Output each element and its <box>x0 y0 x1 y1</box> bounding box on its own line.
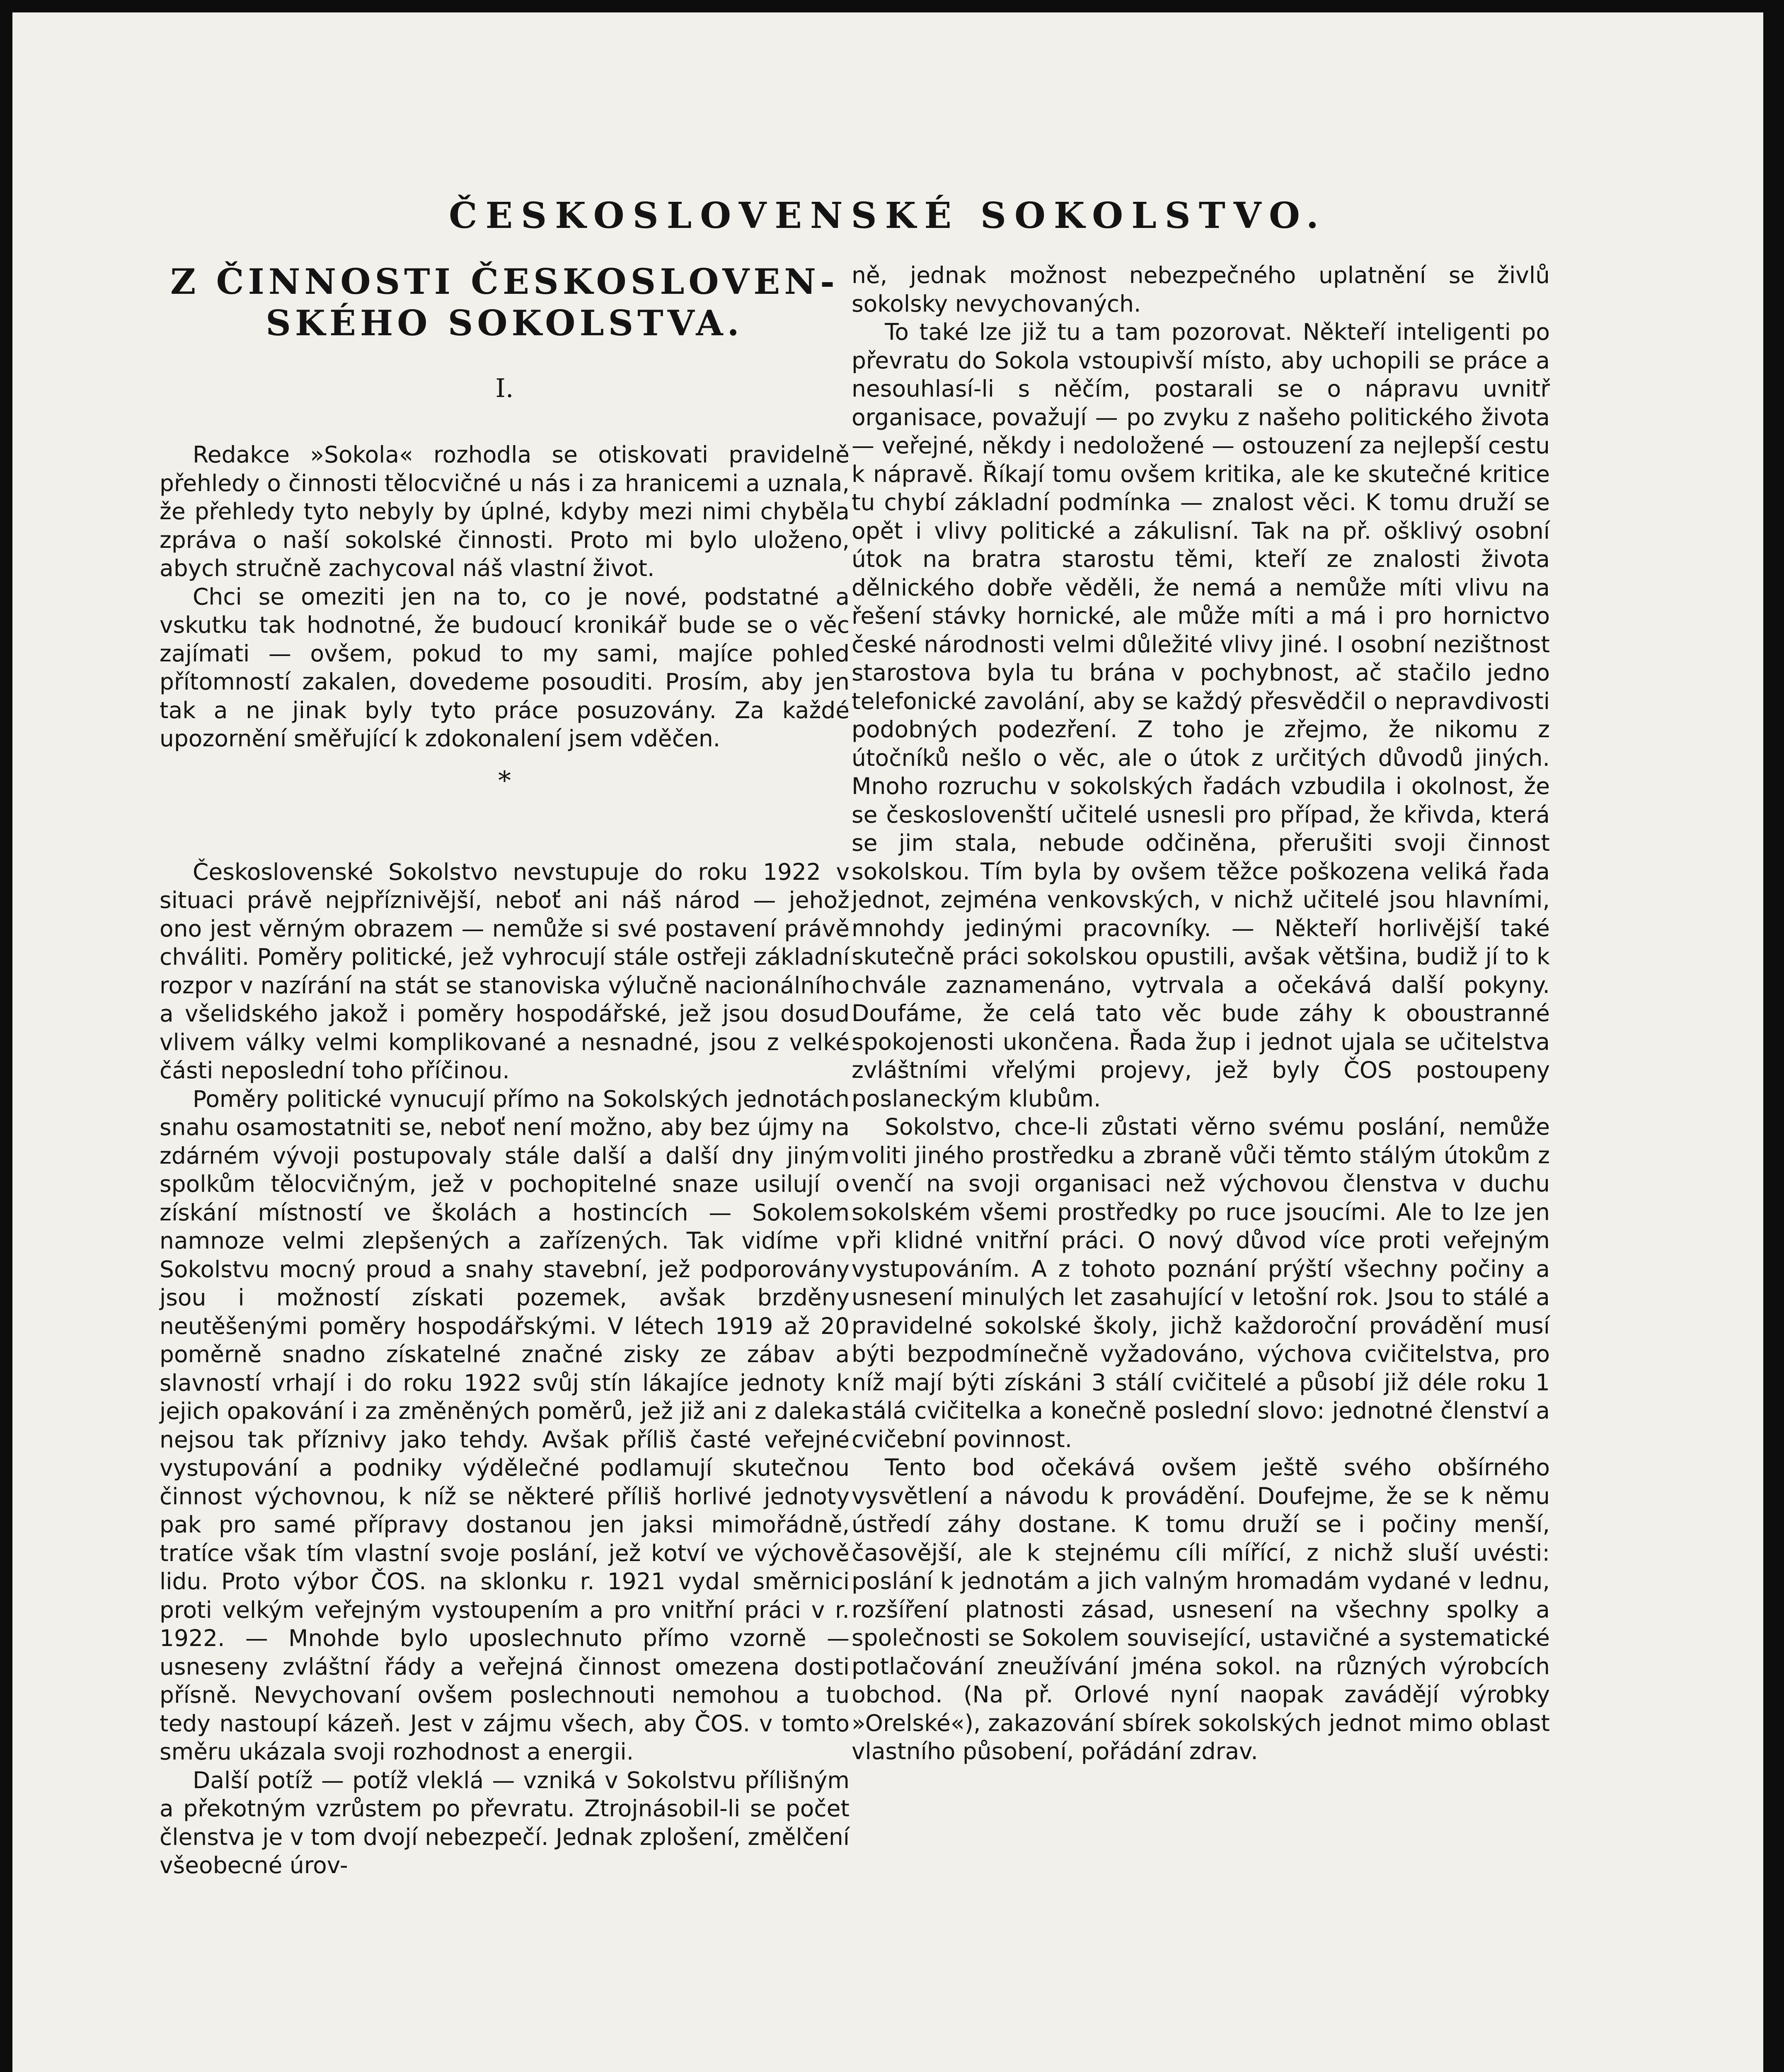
article-title: Z ČINNOSTI ČESKOSLOVEN-SKÉHO SOKOLSTVA. <box>170 261 839 344</box>
intro-paragraph: Chci se omeziti jen na to, co je nové, podstatné a vskutku tak hodnotné, že budoucí kronikář bude se o věc zajímati — ovšem, pokud to my sami, majíce pohled přítomností zakalen, dovedeme posouditi. Prosím, aby jen tak a ne jinak byly tyto práce posuzovány. Za každé upozornění směřující k zdokonalení jsem vděčen. <box>160 583 850 752</box>
section-number: I. <box>495 373 514 403</box>
page-title: ČESKOSLOVENSKÉ SOKOLSTVO. <box>449 195 1327 237</box>
body-paragraph: Československé Sokolstvo nevstupuje do roku 1922 v situaci právě nejpříznivější, neboť ani náš národ — jehož ono jest věrným obrazem — nemůže si své postavení právě chváliti. Poměry politické, jež vyhrocují stále ostřeji základní rozpor v nazírání na stát se stanoviska výlučně nacionálního a všelidského jakož i poměry hospodářské, jež jsou dosud vlivem války velmi komplikované a nesnadné, jsou z velké části neposlední toho příčinou. <box>160 858 850 1084</box>
document-page <box>12 12 1763 2072</box>
body-paragraph: Další potíž — potíž vleklá — vzniká v Sokolstvu přílišným a překotným vzrůstem po převratu. Ztrojnásobil-li se počet členstva je v tom dvojí nebezpečí. Jednak zplošení, změlčení všeobecné úrov- <box>160 1767 850 1878</box>
body-paragraph: ně, jednak možnost nebezpečného uplatnění se živlů sokolsky nevychovaných. <box>852 262 1550 317</box>
left-column <box>160 261 850 1880</box>
body-paragraph: Tento bod očekává ovšem ještě svého obšírného vysvětlení a návodu k provádění. Doufejme, že se k němu ústředí záhy dostane. K tomu druží se i počiny menší, časovější, ale k stejnému cíli mířící, z nichž sluší uvésti: poslání k jednotám a jich valným hromadám vydané v lednu, rozšíření platnosti zásad, usnesení na všechny spolky a společnosti se Sokolem související, ustavičné a systematické potlačování zneužívání jména sokol. na různých výrobcích obchod. (Na př. Orlové nyní naopak zavádějí výrobky »Orelské«), zakazování sbírek sokolských jednot mimo oblast vlastního působení, pořádání zdrav. <box>852 1454 1550 1765</box>
intro-paragraph: Redakce »Sokola« rozhodla se otiskovati pravidelně přehledy o činnosti tělocvičné u nás i za hranicemi a uznala, že přehledy tyto nebyly by úplné, kdyby mezi nimi chyběla zpráva o naší sokolské činnosti. Proto mi bylo uloženo, abych stručně zachycoval náš vlastní život. <box>160 441 850 581</box>
right-column <box>852 261 1550 1766</box>
body-paragraph: Poměry politické vynucují přímo na Sokolských jednotách snahu osamostatniti se, neboť není možno, aby bez újmy na zdárném vývoji postupovaly stále další a další dny jiným spolkům tělocvičným, jež v pochopitelné snaze usilují o získání místností ve školách a hostincích — Sokolem namnoze velmi zlepšených a zařízených. Tak vidíme v Sokolstvu mocný proud a snahy stavební, jež podporovány jsou i možností získati pozemek, avšak brzděny neutěšenými poměry hospodářskými. V létech 1919 až 20 poměrně snadno získatelné značné zisky ze zábav a slavností vrhají i do roku 1922 svůj stín lákajíce jednoty k jejich opakování i za změněných poměrů, jež již ani z daleka nejsou tak příznivy jako tehdy. Avšak příliš časté veřejné vystupování a podniky výdělečné podlamují skutečnou činnost výchovnou, k níž se některé příliš horlivé jednoty pak pro samé přípravy dostanou jen jaksi mimořádně, tratíce však tím vlastní svoje poslání, jež kotví ve výchově lidu. Proto výbor ČOS. na sklonku r. 1921 vydal směrnici proti velkým veřejným vystoupením a pro vnitřní práci v r. 1922. — Mnohde bylo uposlechnuto přímo vzorně — usneseny zvláštní řády a veřejná činnost omezena dosti přísně. Nevychovaní ovšem poslechnouti nemohou a tu tedy nastoupí kázeň. Jest v zájmu všech, aby ČOS. v tomto směru ukázala svoji rozhodnost a energii. <box>160 1085 850 1765</box>
body-paragraph: To také lze již tu a tam pozorovat. Někteří inteligenti po převratu do Sokola vstoupivší místo, aby uchopili se práce a nesouhlasí-li s něčím, postarali se o nápravu uvnitř organisace, považují — po zvyku z našeho politického života — veřejné, někdy i nedoložené — ostouzení za nejlepší cestu k nápravě. Říkají tomu ovšem kritika, ale ke skutečné kritice tu chybí základní podmínka — znalost věci. K tomu druží se opět i vlivy politické a zákulisní. Tak na př. ošklivý osobní útok na bratra starostu těmi, kteří ze znalosti života dělnického dobře věděli, že nemá a nemůže míti vlivu na řešení stávky hornické, ale může míti a má i pro hornictvo české národnosti velmi důležité vlivy jiné. I osobní nezištnost starostova byla tu brána v pochybnost, ač stačilo jedno telefonické zavolání, aby se každý přesvědčil o nepravdivosti podobných podezření. Z toho je zřejmo, že nikomu z útočníků nešlo o věc, ale o útok z určitých důvodů jiných. Mnoho rozruchu v sokolských řadách vzbudila i okolnost, že se českoslovenští učitelé usnesli pro případ, že křivda, která se jim stala, nebude odčiněna, přerušiti svoji činnost sokolskou. Tím byla by ovšem těžce poškozena veliká řada jednot, zejména venkovských, v nichž učitelé jsou hlavními, mnohdy jedinými pracovníky. — Někteří horlivější také skutečně práci sokolskou opustili, avšak většina, budiž jí to k chvále zaznamenáno, vytrvala a očekává další pokyny. Doufáme, že celá tato věc bude záhy k oboustranné spokojenosti ukončena. Řada žup i jednot ujala se učitelstva zvláštními vřelými projevy, jež byly ČOS postoupeny poslaneckým klubům. <box>852 319 1550 1112</box>
body-paragraph: Sokolstvo, chce-li zůstati věrno svému poslání, nemůže voliti jiného prostředku a zbraně vůči těmto stálým útokům z venčí na svoji organisaci než výchovou členstva v duchu sokolském všemi prostředky po ruce jsoucími. Ale to lze jen při klidné vnitřní práci. O nový důvod více proti veřejným vystupováním. A z tohoto poznání prýští všechny počiny a usnesení minulých let zasahující v letošní rok. Jsou to stálé a pravidelné sokolské školy, jichž každoroční provádění musí býti bezpodmínečně vyžadováno, výchova cvičitelstva, pro níž mají býti získáni 3 stálí cvičitelé a působí již déle roku 1 stálá cvičitelka a konečně poslední slovo: jednotné členství a cvičební povinnost. <box>852 1113 1550 1452</box>
asterisk-separator: * <box>498 765 511 796</box>
